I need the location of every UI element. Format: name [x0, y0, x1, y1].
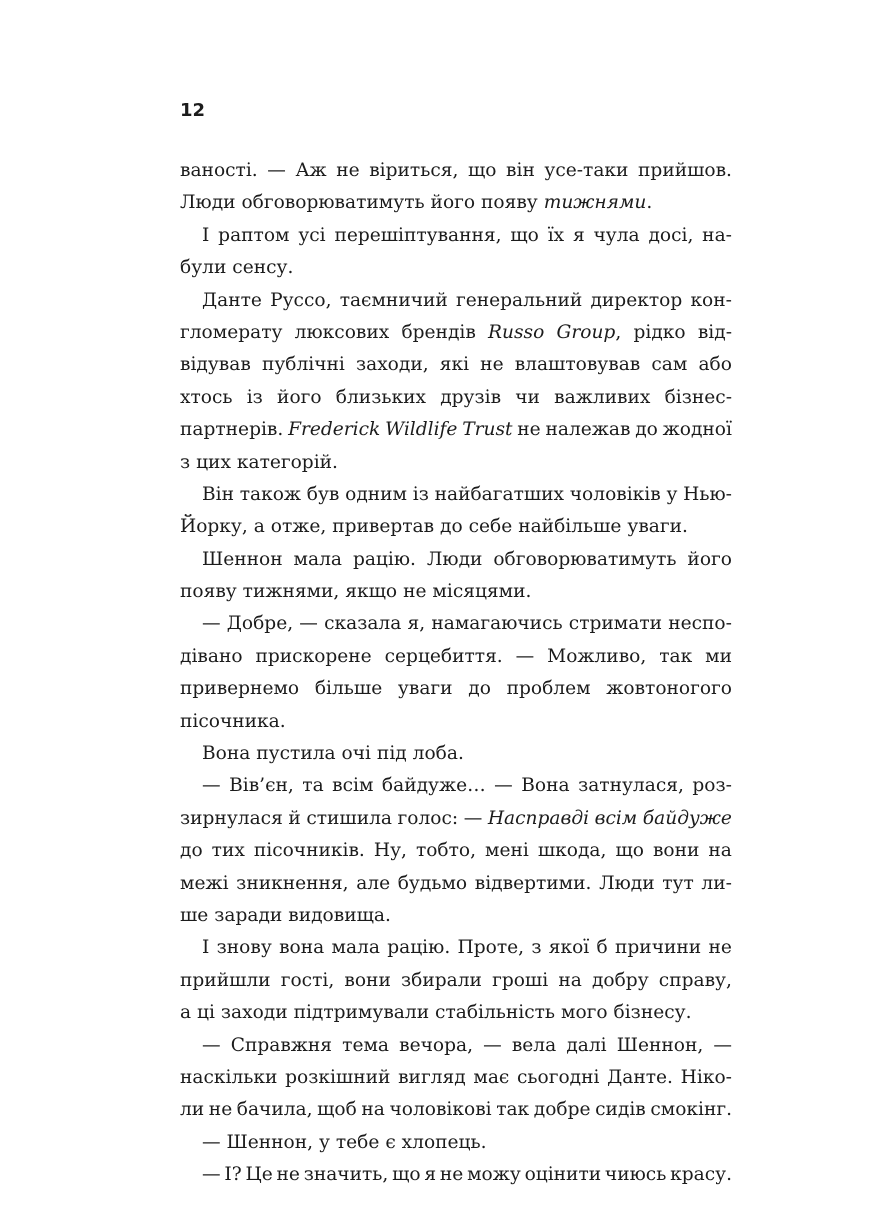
word: друзів	[440, 386, 502, 408]
text-line	[180, 414, 732, 446]
word: його	[277, 386, 322, 408]
word: відував	[180, 354, 251, 376]
text-line	[180, 1030, 732, 1062]
word: справу,	[658, 969, 732, 991]
word: або	[698, 354, 732, 376]
word: належав	[545, 419, 631, 441]
word: не	[403, 581, 427, 603]
word: прийшли	[180, 969, 271, 991]
word: Wildlife	[385, 419, 458, 441]
word: чиюсь	[604, 1164, 667, 1186]
word: тижнями.	[543, 192, 653, 214]
word: раптом	[218, 224, 290, 246]
text-line	[180, 1159, 732, 1191]
word: тобто,	[415, 840, 477, 862]
word: має	[473, 1066, 510, 1088]
word: усе-таки	[544, 160, 629, 181]
text-line	[180, 868, 732, 900]
paragraph	[180, 220, 732, 285]
word: а	[180, 1002, 192, 1024]
word: сказала	[324, 613, 402, 635]
word: заради	[214, 904, 283, 926]
word: пісочника.	[180, 710, 286, 732]
word: —	[202, 1164, 221, 1186]
word: себе	[468, 516, 513, 538]
word: кон-	[690, 289, 732, 311]
text-line	[180, 965, 732, 997]
word: байдуже…	[381, 775, 486, 797]
word: на	[361, 1099, 385, 1121]
word: до	[440, 516, 463, 538]
word: Йорку,	[180, 516, 248, 538]
word: хтось	[180, 386, 233, 408]
word: пустила	[256, 743, 336, 765]
word: місяцями.	[432, 581, 532, 603]
word: Вона	[202, 743, 251, 765]
word: жодної	[662, 419, 732, 441]
word: заходи	[220, 1002, 288, 1024]
word: гломерату	[180, 321, 283, 343]
word: сидів	[595, 1099, 646, 1121]
word: уваги.	[627, 516, 688, 538]
word: якої	[548, 937, 590, 959]
word: лоба.	[412, 743, 464, 765]
word: Це	[245, 1164, 273, 1186]
word: —	[202, 1131, 221, 1153]
word: бізнесу.	[613, 1002, 692, 1024]
word: щоб	[317, 1099, 357, 1121]
word: найбагатших	[434, 483, 565, 505]
word: Справжня	[230, 1034, 333, 1056]
word: близьких	[335, 386, 426, 408]
word: підтримували	[293, 1002, 430, 1024]
text-line	[180, 803, 732, 835]
word: заходи,	[355, 354, 429, 376]
word: рідко	[633, 321, 686, 343]
word: не	[517, 419, 541, 441]
word: всім	[332, 775, 374, 797]
word: проблем	[506, 678, 591, 700]
word: появу	[180, 581, 237, 603]
word: до	[468, 678, 491, 700]
word: оцінити	[524, 1164, 602, 1186]
word: Ніко-	[680, 1066, 732, 1088]
text-line	[180, 187, 732, 219]
word: зирнулася	[180, 807, 283, 829]
word: стишила	[306, 807, 392, 829]
word: найбільше	[518, 516, 622, 538]
word: —	[515, 645, 535, 667]
paragraph	[180, 1030, 732, 1127]
word: Trust	[462, 419, 513, 441]
word: причини	[615, 937, 702, 959]
word: на	[708, 840, 732, 862]
text-line	[180, 997, 732, 1029]
word: Люди	[599, 872, 655, 894]
word: Ну,	[373, 840, 407, 862]
word: мала	[293, 548, 342, 570]
word: які	[439, 354, 470, 376]
word: із	[412, 483, 429, 505]
word: обговорюватимуть	[493, 548, 677, 570]
word: збирали	[401, 969, 482, 991]
word: добру	[591, 969, 649, 991]
word: красу.	[670, 1164, 732, 1186]
word: тут	[662, 872, 694, 894]
word: жовтоногого	[606, 678, 732, 700]
word: Люди	[180, 192, 236, 214]
word: І	[202, 224, 210, 246]
text-line	[180, 511, 732, 543]
word: Group,	[556, 321, 622, 343]
word: тих	[211, 840, 245, 862]
word: так	[659, 645, 693, 667]
word: не	[708, 937, 732, 959]
word: чоловікові	[389, 1099, 492, 1121]
word: я	[424, 1164, 437, 1186]
word: рацію.	[352, 548, 416, 570]
text-line	[180, 285, 732, 317]
word: Аж	[295, 160, 327, 181]
word: мого	[561, 1002, 608, 1024]
word: гості,	[280, 969, 335, 991]
word: вечора,	[399, 1034, 473, 1056]
word: стримати	[568, 613, 663, 635]
word: був	[306, 483, 340, 505]
word: якщо	[345, 581, 398, 603]
word: вигляд	[398, 1066, 466, 1088]
word: голос:	[397, 807, 459, 829]
word: отже,	[270, 516, 327, 538]
text-line	[180, 155, 732, 187]
word: ше	[180, 904, 209, 926]
word: що	[467, 160, 497, 181]
word: із	[246, 386, 263, 408]
word: Russo	[488, 321, 545, 343]
paragraph	[180, 155, 732, 220]
text-line	[180, 317, 732, 349]
word: я,	[407, 613, 426, 635]
word: але	[356, 872, 391, 894]
word: люксових	[294, 321, 390, 343]
text-line	[180, 738, 732, 770]
word: прискорене	[255, 645, 372, 667]
word: —	[202, 1034, 221, 1056]
word: перешіптування,	[334, 224, 502, 246]
word: його	[430, 192, 476, 214]
word: привернемо	[180, 678, 300, 700]
word: таємничий	[339, 289, 448, 311]
word: межі	[180, 872, 229, 894]
word: що	[615, 840, 644, 862]
paragraph	[180, 1159, 732, 1191]
word: смокінг.	[650, 1099, 733, 1121]
word: чоловіків	[569, 483, 661, 505]
word: відвертими.	[474, 872, 592, 894]
page-number: 12	[180, 100, 206, 121]
paragraph	[180, 1127, 732, 1159]
word: він	[506, 160, 535, 181]
word: а	[253, 516, 265, 538]
paragraph	[180, 738, 732, 770]
text-line	[180, 900, 732, 932]
word: до	[180, 840, 203, 862]
text-line	[180, 641, 732, 673]
word: були	[180, 257, 227, 279]
word: пісочників.	[253, 840, 365, 862]
word: тебе	[335, 1131, 380, 1153]
word: сьогодні	[517, 1066, 600, 1088]
word: Добре,	[226, 613, 294, 635]
word: всім	[594, 807, 638, 829]
word: усі	[298, 224, 326, 246]
word: що	[392, 1164, 421, 1186]
word: тижнями,	[242, 581, 340, 603]
text-line	[180, 1127, 732, 1159]
word: вони	[344, 969, 391, 991]
word: зникнення,	[236, 872, 349, 894]
word: до	[635, 419, 658, 441]
word: що	[510, 224, 539, 246]
word: його	[687, 548, 732, 570]
word: чи	[515, 386, 540, 408]
word: Данте	[202, 289, 262, 311]
word: І?	[224, 1164, 242, 1186]
word: з	[531, 937, 542, 959]
word: Він	[202, 483, 235, 505]
word: неспо-	[668, 613, 732, 635]
text-line	[180, 770, 732, 802]
word: наскільки	[180, 1066, 278, 1088]
word: можу	[467, 1164, 521, 1186]
word: під	[376, 743, 407, 765]
word: одним	[345, 483, 408, 505]
word: партнерів.	[180, 419, 284, 441]
word: дівано	[180, 645, 243, 667]
word: сам	[651, 354, 688, 376]
word: ваності.	[180, 160, 258, 181]
paragraph	[180, 608, 732, 738]
text-line	[180, 608, 732, 640]
word: Люди	[426, 548, 483, 570]
word: їх	[547, 224, 565, 246]
word: ми	[705, 645, 732, 667]
paragraph	[180, 479, 732, 544]
word: також	[239, 483, 302, 505]
word: цих	[196, 451, 231, 473]
word: очі	[341, 743, 371, 765]
word: шкода,	[537, 840, 607, 862]
word: та	[302, 775, 324, 797]
text-line	[180, 252, 732, 284]
word: —	[713, 1034, 732, 1056]
word: так	[496, 1099, 530, 1121]
word: байдуже	[642, 807, 732, 829]
word: —	[202, 613, 221, 635]
word: більше	[314, 678, 383, 700]
word: не	[480, 354, 504, 376]
word: ли	[180, 1099, 205, 1121]
word: розкішний	[285, 1066, 391, 1088]
word: значить,	[303, 1164, 389, 1186]
word: знову	[216, 937, 272, 959]
word: Насправді	[487, 807, 590, 829]
word: ли-	[701, 872, 732, 894]
word: —	[202, 775, 221, 797]
word: Данте.	[607, 1066, 673, 1088]
word: —	[299, 613, 318, 635]
word: досі,	[648, 224, 694, 246]
word: віриться,	[369, 160, 459, 181]
word: важливих	[554, 386, 651, 408]
word: —	[463, 807, 483, 829]
text-line	[180, 673, 732, 705]
word: публічні	[261, 354, 345, 376]
word: з	[180, 451, 191, 473]
word: видовища.	[288, 904, 391, 926]
word: категорій.	[236, 451, 338, 473]
text-line	[180, 349, 732, 381]
word: хлопець.	[401, 1131, 487, 1153]
text-line	[180, 1062, 732, 1094]
word: роз-	[692, 775, 732, 797]
word: гроші	[492, 969, 549, 991]
word: сенсу.	[232, 257, 294, 279]
word: уваги	[397, 678, 453, 700]
word: рацію.	[387, 937, 451, 959]
word: —	[494, 775, 513, 797]
text-line	[180, 1094, 732, 1126]
word: не	[208, 1099, 233, 1121]
word: —	[483, 1034, 502, 1056]
text-line	[180, 932, 732, 964]
word: директор	[590, 289, 683, 311]
word: вони	[652, 840, 700, 862]
word: тема	[342, 1034, 389, 1056]
word: Шеннон	[202, 548, 283, 570]
word: у	[318, 1131, 330, 1153]
word: й	[288, 807, 301, 829]
word: чула	[593, 224, 640, 246]
word: привертав	[332, 516, 435, 538]
word: брендів	[401, 321, 476, 343]
paragraph	[180, 544, 732, 609]
word: бачила,	[236, 1099, 313, 1121]
word: влаштовував	[514, 354, 641, 376]
word: Frederick	[288, 419, 381, 441]
paragraph	[180, 932, 732, 1029]
word: прийшов.	[638, 160, 732, 181]
word: є	[385, 1131, 396, 1153]
text-line	[180, 544, 732, 576]
text-line	[180, 479, 732, 511]
text-line	[180, 576, 732, 608]
word: Нью-	[683, 483, 732, 505]
word: у	[666, 483, 678, 505]
word: на-	[702, 224, 732, 246]
paragraph	[180, 285, 732, 479]
word: серцебиття.	[384, 645, 503, 667]
word: І	[202, 937, 210, 959]
word: мала	[331, 937, 380, 959]
word: Вів’єн,	[229, 775, 294, 797]
word: Можливо,	[547, 645, 647, 667]
word: Вона	[521, 775, 570, 797]
word: Шеннон,	[616, 1034, 704, 1056]
word: від-	[697, 321, 732, 343]
text-line	[180, 447, 732, 479]
word: затнулася,	[578, 775, 684, 797]
word: Шеннон,	[226, 1131, 314, 1153]
word: далі	[566, 1034, 607, 1056]
word: на	[558, 969, 582, 991]
text-line	[180, 835, 732, 867]
word: —	[267, 160, 286, 181]
word: Руссо,	[270, 289, 332, 311]
word: я	[572, 224, 585, 246]
word: ці	[197, 1002, 215, 1024]
word: вела	[511, 1034, 557, 1056]
word: не	[276, 1164, 300, 1186]
word: генеральний	[456, 289, 583, 311]
text-line	[180, 220, 732, 252]
word: обговорюватимуть	[241, 192, 425, 214]
word: будьмо	[397, 872, 468, 894]
word: не	[336, 160, 360, 181]
word: добре	[533, 1099, 591, 1121]
word: б	[596, 937, 608, 959]
word: не	[439, 1164, 464, 1186]
word: мені	[485, 840, 529, 862]
text-line	[180, 706, 732, 738]
body-text	[180, 155, 732, 1192]
text-line	[180, 382, 732, 414]
word: вона	[279, 937, 325, 959]
word: появу	[481, 192, 538, 214]
word: стабільність	[435, 1002, 556, 1024]
word: намагаючись	[431, 613, 563, 635]
paragraph	[180, 770, 732, 932]
word: Проте,	[457, 937, 525, 959]
word: бізнес-	[664, 386, 732, 408]
